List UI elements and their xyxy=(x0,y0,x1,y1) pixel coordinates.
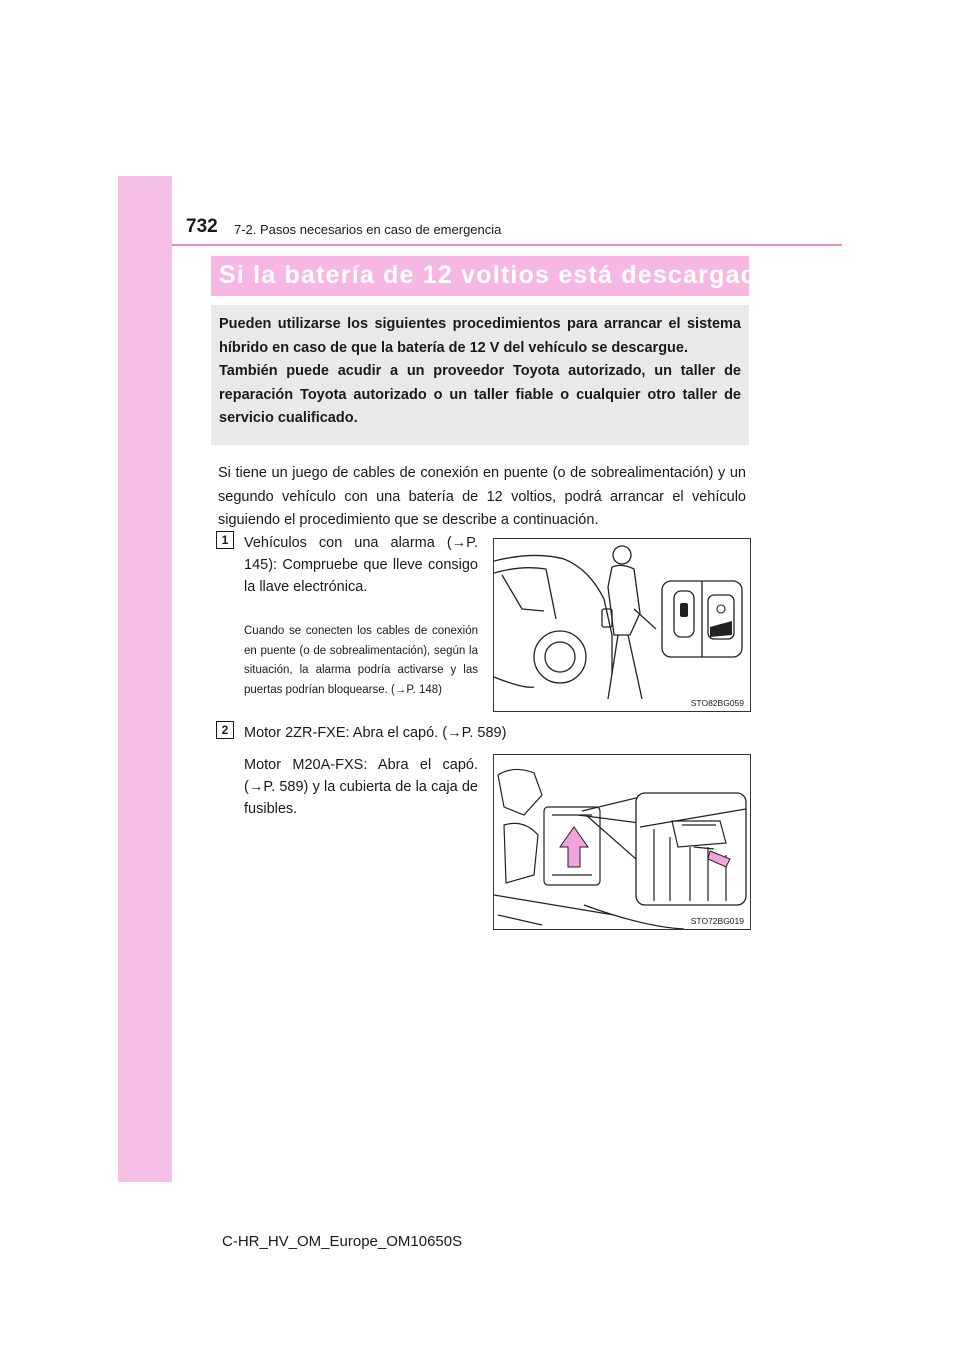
intro-box xyxy=(211,305,749,445)
page-number: 732 xyxy=(186,216,218,237)
figure-code: STO72BG019 xyxy=(690,916,744,926)
smart-key-illustration xyxy=(494,539,750,711)
figure-fuse-box xyxy=(493,754,751,930)
section-path: 7-2. Pasos necesarios en caso de emergencia xyxy=(234,222,502,237)
step-2-badge: 2 xyxy=(216,721,234,739)
intro-text xyxy=(219,313,741,431)
header-divider xyxy=(172,244,842,246)
step-1-badge: 1 xyxy=(216,531,234,549)
step-2-text: Motor 2ZR-FXE: Abra el capó. (→P. 589) xyxy=(244,725,507,741)
step-2-text-engine-m20a: Motor M20A-FXS: Abra el capó. (→P. 589) y la cubierta de la caja de fusibles. xyxy=(244,757,478,817)
figure-smart-key xyxy=(493,538,751,712)
step-1-note: Cuando se conecten los cables de conexión en puente (o de sobrealimentación), según la situación, la alarma podría activarse y las puertas podrían bloquearse. (→P. 148) xyxy=(244,625,478,696)
side-tab-bar xyxy=(118,176,172,1182)
intro-line-1: Pueden utilizarse los siguientes procedimientos para arrancar el sistema híbrido en caso de que la batería de 12 V del vehículo se descargue. xyxy=(219,316,741,356)
section-banner xyxy=(211,256,773,296)
document-id: C-HR_HV_OM_Europe_OM10650S xyxy=(222,1233,463,1250)
section-title: Si la batería de 12 voltios está descargada xyxy=(219,261,773,289)
figure-code: STO82BG059 xyxy=(690,698,744,708)
step-1-text: Vehículos con una alarma (→P. 145): Compruebe que lleve consigo la llave electrónica. xyxy=(244,535,478,595)
body-paragraph: Si tiene un juego de cables de conexión en puente (o de sobrealimentación) y un segundo vehículo con una batería de 12 voltios, podrá arrancar el vehículo siguiendo el procedimiento que se describe a continuación. xyxy=(218,465,746,528)
intro-line-2: También puede acudir a un proveedor Toyota autorizado, un taller de reparación Toyota autorizado o un taller fiable o cualquier otro taller de servicio cualificado. xyxy=(219,363,741,426)
fuse-box-illustration xyxy=(494,755,750,929)
